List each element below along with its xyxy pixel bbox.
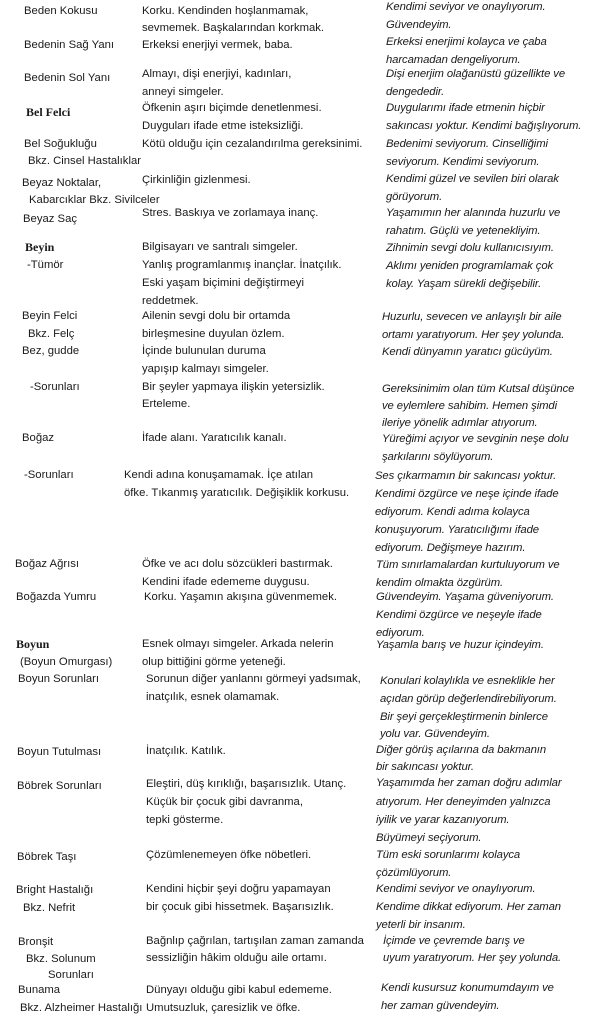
affirmation-text: ve eylemlere sahibim. Hemen şimdi (382, 400, 558, 412)
condition-heading: Bel Felci (26, 105, 71, 119)
cause-text: Korku. Kendinden hoşlanmamak, (142, 5, 309, 17)
condition-name: Boyun Sorunları (18, 673, 100, 685)
cause-text: inatçılık, esnek olamamak. (146, 691, 280, 703)
affirmation-text: rahatım. Güçlü ve yetenekliyim. (386, 225, 541, 237)
affirmation-text: Duygularımı ifade etmenin hiçbir (386, 102, 545, 114)
condition-name: Boğazda Yumru (16, 591, 97, 603)
affirmation-text: seviyorum. Kendimi seviyorum. (386, 156, 540, 168)
cause-text: Esnek olmayı simgeler. Arkada nelerin (142, 638, 334, 650)
cause-text: Dünyayı olduğu gibi kabul edememe. (146, 984, 332, 996)
affirmation-text: uyum yaratıyorum. Her şey yolunda. (383, 952, 562, 964)
affirmation-text: açıdan görüp değerlendirebiliyorum. (380, 693, 557, 705)
cause-text: anneyi simgeler. (142, 86, 224, 98)
affirmation-text: Kendime dikkat ediyorum. Her zaman (376, 901, 561, 913)
cross-reference: Bkz. Cinsel Hastalıklar (28, 155, 142, 167)
affirmation-text: bir sakıncası yoktur. (376, 761, 474, 773)
affirmation-text: Huzurlu, sevecen ve anlayışlı bir aile (382, 311, 562, 323)
affirmation-text: şarkılarını söylüyorum. (382, 451, 494, 463)
affirmation-text: Aklımı yeniden programlamak çok (386, 260, 554, 272)
affirmation-text: Yaşamımın her alanında huzurlu ve (386, 207, 561, 219)
affirmation-text: ileriye yönelik adımlar atıyorum. (382, 417, 538, 429)
cause-text: Almayı, dişi enerjiyi, kadınları, (142, 68, 292, 80)
cause-text: Kötü olduğu için cezalandırılma gereksinimi. (142, 138, 363, 150)
cause-text: Eleştiri, düş kırıklığı, başarısızlık. Utanç. (146, 778, 347, 790)
cause-text: Öfkenin aşırı biçimde denetlenmesi. (142, 102, 322, 114)
cause-text: Çirkinliğin gizlenmesi. (142, 174, 251, 186)
affirmation-text: kendim olmakta özgürüm. (376, 577, 504, 589)
affirmation-text: İçimde ve çevremde barış ve (383, 935, 525, 947)
affirmation-text: Yaşamımda her zaman doğru adımlar (376, 777, 562, 789)
affirmation-text: çözümlüyorum. (376, 867, 452, 879)
cause-text: Erteleme. (142, 398, 191, 410)
affirmation-text: Zihnimin sevgi dolu kullanıcısıyım. (386, 242, 554, 254)
condition-name: Böbrek Taşı (17, 851, 77, 863)
cause-text: öfke. Tıkanmış yaratıcılık. Değişiklik korkusu. (124, 487, 350, 499)
cause-text: Çözümlenemeyen öfke nöbetleri. (146, 849, 312, 861)
affirmation-text: Bir şeyi gerçekleştirmenin binlerce (380, 711, 548, 723)
cause-text: olup bittiğini görme yeteneği. (142, 656, 286, 668)
cause-text: Duyguları ifade etme isteksizliği. (142, 120, 304, 132)
cause-text: Erkeksi enerjiyi vermek, baba. (142, 39, 293, 51)
affirmation-text: Ses çıkarmamın bir sakıncası yoktur. (375, 470, 557, 482)
condition-name: Beyaz Saç (23, 213, 78, 225)
affirmation-text: atıyorum. Her deneyimden yalnızca (376, 796, 551, 808)
affirmation-text: konuşuyorum. Yaratıcılığımı ifade (375, 524, 539, 536)
cause-text: sessizliğin hâkim olduğu aile ortamı. (146, 952, 327, 964)
cause-text: Yanlış programlanmış inançlar. İnatçılık. (142, 259, 342, 271)
condition-heading: Beyin (25, 240, 55, 254)
sub-condition: -Tümör (27, 259, 64, 271)
cause-text: Bilgisayarı ve santralı simgeler. (142, 241, 298, 253)
cause-text: Küçük bir çocuk gibi davranma, (146, 796, 303, 808)
affirmation-text: ediyorum. Değişmeye hazırım. (375, 542, 526, 554)
affirmation-text: Erkeksi enerjimi kolayca ve çaba (386, 36, 547, 48)
condition-name: Böbrek Sorunları (17, 780, 102, 792)
condition-name: Boyun Tutulması (17, 746, 102, 758)
affirmation-text: Diğer görüş açılarına da bakmanın (376, 744, 547, 756)
affirmation-text: Kendi kusursuz konumumdayım ve (381, 982, 554, 994)
affirmation-text: Tüm eski sorunlarımı kolayca (376, 849, 521, 861)
cause-text: sevmemek. Başkalarından korkmak. (142, 22, 325, 34)
cause-text: Ailenin sevgi dolu bir ortamda (142, 310, 291, 322)
affirmation-text: iyilik ve yarar kazanıyorum. (376, 814, 510, 826)
condition-name: Beyin Felci (22, 310, 78, 322)
affirmation-text: Kendimi seviyor ve onaylıyorum. (376, 883, 536, 895)
cause-text: Bağnlıp çağrılan, tartışılan zaman zamanda (146, 935, 364, 947)
cross-reference: Sorunları (48, 969, 94, 981)
cause-text: İnatçılık. Katılık. (146, 745, 226, 757)
condition-name: Boğaz Ağrısı (15, 558, 80, 570)
affirmation-text: yeterli bir insanım. (376, 919, 466, 931)
sub-condition: -Sorunları (24, 469, 74, 481)
affirmation-text: görüyorum. (386, 191, 443, 203)
affirmation-text: Güvendeyim. (386, 19, 452, 31)
cause-text: İçinde bulunulan duruma (142, 345, 266, 357)
cause-text: birleşmesine duyulan özlem. (142, 328, 285, 340)
affirmation-text: Yüreğimi açıyor ve sevginin neşe dolu (382, 433, 569, 445)
cause-text: Kendi adına konuşamamak. İçe atılan (124, 469, 314, 481)
condition-name: Bel Soğukluğu (24, 138, 97, 150)
condition-name: Bright Hastalığı (16, 884, 94, 896)
affirmation-text: Güvendeyim. Yaşama güveniyorum. (376, 591, 554, 603)
affirmation-text: sakıncası yoktur. Kendimi bağışlıyorum. (386, 120, 582, 132)
affirmation-text: Bedenimi seviyorum. Cinselliğimi (386, 138, 548, 150)
cross-reference: Bkz. Solunum (26, 953, 96, 965)
condition-name: Beyaz Noktalar, (22, 177, 102, 189)
condition-name: Bedenin Sol Yanı (24, 72, 111, 84)
condition-name: Beden Kokusu (24, 5, 98, 17)
cause-text: reddetmek. (142, 295, 199, 307)
cause-text: Kendini hiçbir şeyi doğru yapamayan (146, 883, 331, 895)
condition-note: (Boyun Omurgası) (20, 656, 113, 668)
condition-name: Bez, gudde (22, 345, 80, 357)
condition-name: Boğaz (22, 432, 55, 444)
affirmation-text: Kendimi seviyor ve onaylıyorum. (386, 1, 546, 13)
affirmation-text: Dişi enerjim olağanüstü güzellikte ve (386, 68, 566, 80)
affirmation-text: yolu var. Güvendeyim. (380, 728, 490, 740)
cause-text: Korku. Yaşamın akışına güvenmemek. (144, 591, 337, 603)
affirmation-text: ediyorum. (376, 627, 425, 639)
affirmation-text: Kendimi özgürce ve neşe içinde ifade (375, 488, 559, 500)
cause-text: Umutsuzluk, çaresizlik ve öfke. (146, 1002, 301, 1014)
affirmation-text: Kendimi güzel ve sevilen biri olarak (386, 173, 559, 185)
cross-reference: Bkz. Felç (28, 328, 75, 340)
affirmation-text: Büyümeyi seçiyorum. (376, 832, 482, 844)
affirmation-text: Kendi dünyamın yaratıcı gücüyüm. (382, 346, 553, 358)
affirmation-text: Gereksinimim olan tüm Kutsal düşünce (382, 383, 575, 395)
affirmation-text: Yaşamla barış ve huzur içindeyim. (376, 639, 544, 651)
cause-text: Sorunun diğer yanlannı görmeyi yadsımak, (146, 673, 361, 685)
cause-text: Kendini ifade edememe duygusu. (142, 576, 310, 588)
affirmation-text: Tüm sınırlamalardan kurtuluyorum ve (376, 559, 560, 571)
cause-text: yapışıp kalmayı simgeler. (142, 363, 269, 375)
cause-text: İfade alanı. Yaratıcılık kanalı. (142, 432, 287, 444)
affirmation-text: Kendimi özgürce ve neşeyle ifade (376, 609, 542, 621)
cross-reference: Bkz. Nefrit (23, 902, 76, 914)
affirmation-text: her zaman güvendeyim. (381, 1000, 500, 1012)
condition-heading: Boyun (16, 637, 50, 651)
cause-text: Bir şeyler yapmaya ilişkin yetersizlik. (142, 381, 325, 393)
cause-text: tepki gösterme. (146, 814, 224, 826)
affirmation-text: harcamadan dengeliyorum. (386, 54, 521, 66)
condition-name: Bunama (18, 984, 61, 996)
sub-condition: -Sorunları (30, 381, 80, 393)
affirmation-text: ediyorum. Kendi adıma kolayca (375, 506, 530, 518)
condition-name: Bedenin Sağ Yanı (24, 39, 115, 51)
affirmation-text: ortamı yaratıyorum. Her şey yolunda. (382, 329, 565, 341)
affirmation-text: dengededir. (386, 86, 445, 98)
cross-reference: Kabarcıklar Bkz. Sivilceler (29, 194, 160, 206)
affirmation-text: Konulari kolaylıkla ve esneklikle her (380, 675, 555, 687)
affirmation-text: kolay. Yaşam sürekli değişebilir. (386, 278, 542, 290)
cause-text: Stres. Baskıya ve zorlamaya inanç. (142, 207, 319, 219)
cause-text: Eski yaşam biçimini değiştirmeyi (142, 277, 304, 289)
cause-text: bir çocuk gibi hissetmek. Başarısızlık. (146, 901, 334, 913)
cause-text: Öfke ve acı dolu sözcükleri bastırmak. (142, 558, 333, 570)
cross-reference: Bkz. Alzheimer Hastalığı (20, 1002, 143, 1014)
condition-name: Bronşit (18, 936, 54, 948)
